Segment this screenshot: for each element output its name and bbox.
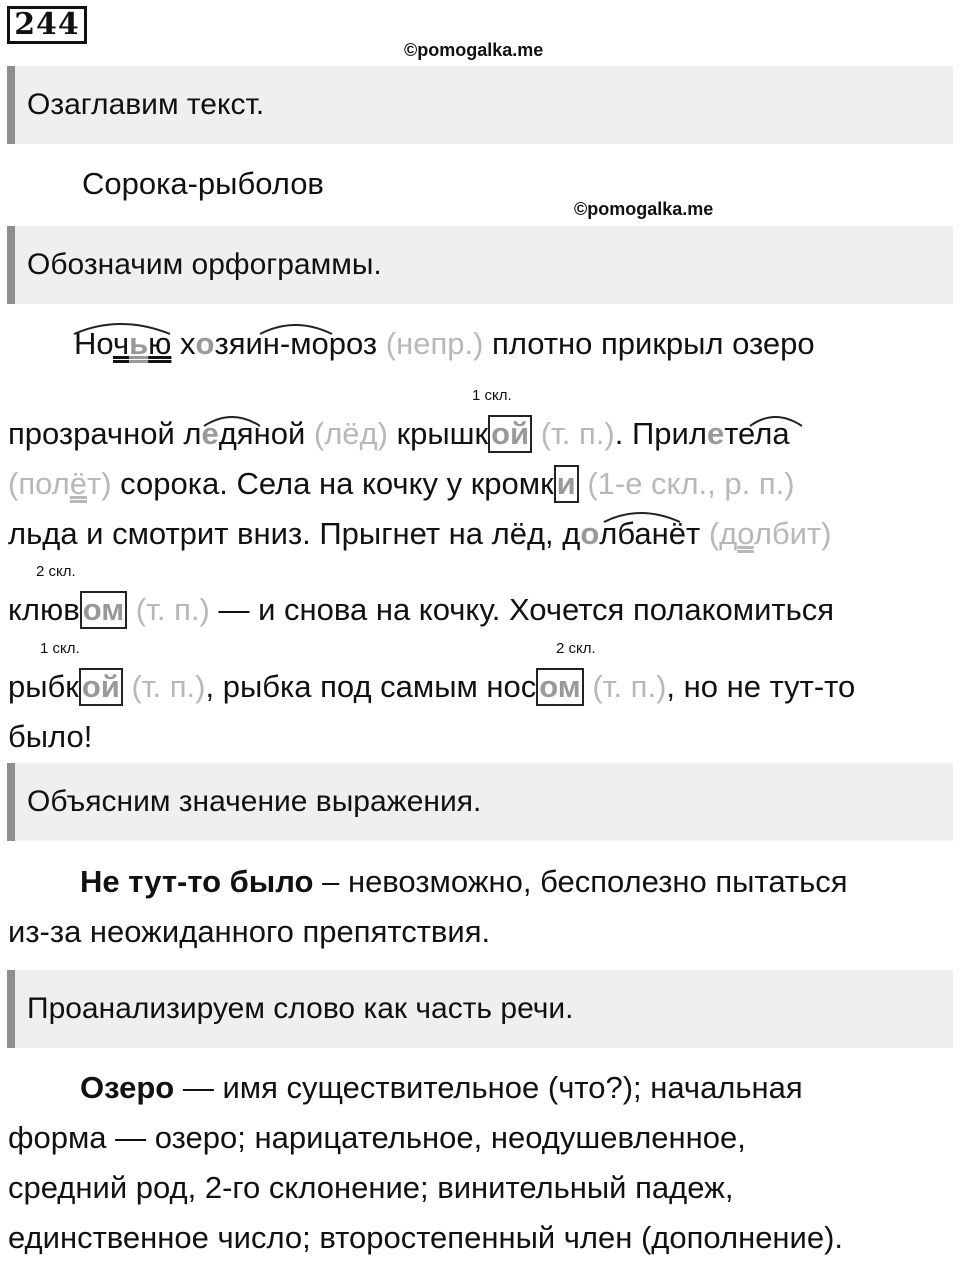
section-title-task: Озаглавим текст. (7, 66, 953, 144)
analysis-line-4: единственное число; второстепенный член (дополнение). (8, 1220, 844, 1255)
text-title: Сорока-рыболов (82, 166, 324, 201)
text-line-3: (полёт) сорока. Села на кочку у кромки (1-е скл., р. п.) (8, 466, 795, 501)
meaning-line-1: Не тут-то было – невозможно, бесполезно пытаться (80, 864, 848, 899)
text-line-7: было! (8, 719, 93, 754)
section-analysis-task: Проанализируем слово как часть речи. (7, 970, 953, 1048)
phrase: Не тут-то было (80, 864, 314, 899)
analysed-word: Озеро (80, 1070, 175, 1105)
declension-label: 2 скл. (556, 640, 596, 657)
section-meaning-task: Объясним значение выражения. (7, 763, 953, 841)
analysis-line-2: форма — озеро; нарицательное, неодушевленное, (8, 1120, 746, 1155)
declension-label: 1 скл. (472, 387, 512, 404)
task-number: 244 (7, 6, 87, 44)
declension-label: 1 скл. (40, 640, 80, 657)
text-line-4: льда и смотрит вниз. Прыгнет на лёд, долбанёт (долбит) (8, 516, 832, 551)
text-line-2: прозрачной ледяной (лёд) крышкой (т. п.). Прилетела (8, 416, 790, 451)
analysis-line-1: Озеро — имя существительное (что?); начальная (80, 1070, 803, 1105)
analysis-line-3: средний род, 2-го склонение; винительный падеж, (8, 1170, 734, 1205)
meaning-line-2: из-за неожиданного препятствия. (8, 914, 491, 949)
text-line-6: рыбкой (т. п.), рыбка под самым носом (т. п.), но не тут-то (8, 669, 856, 704)
watermark: ©pomogalka.me (574, 199, 714, 219)
section-orthograms-task: Обозначим орфограммы. (7, 226, 953, 304)
text-line-5: клювом (т. п.) — и снова на кочку. Хочется полакомиться (8, 592, 835, 627)
watermark: ©pomogalka.me (404, 40, 544, 60)
declension-label: 2 скл. (36, 563, 76, 580)
text-line-1: Ночью хозяин-мороз (непр.) плотно прикрыл озеро (74, 326, 815, 361)
